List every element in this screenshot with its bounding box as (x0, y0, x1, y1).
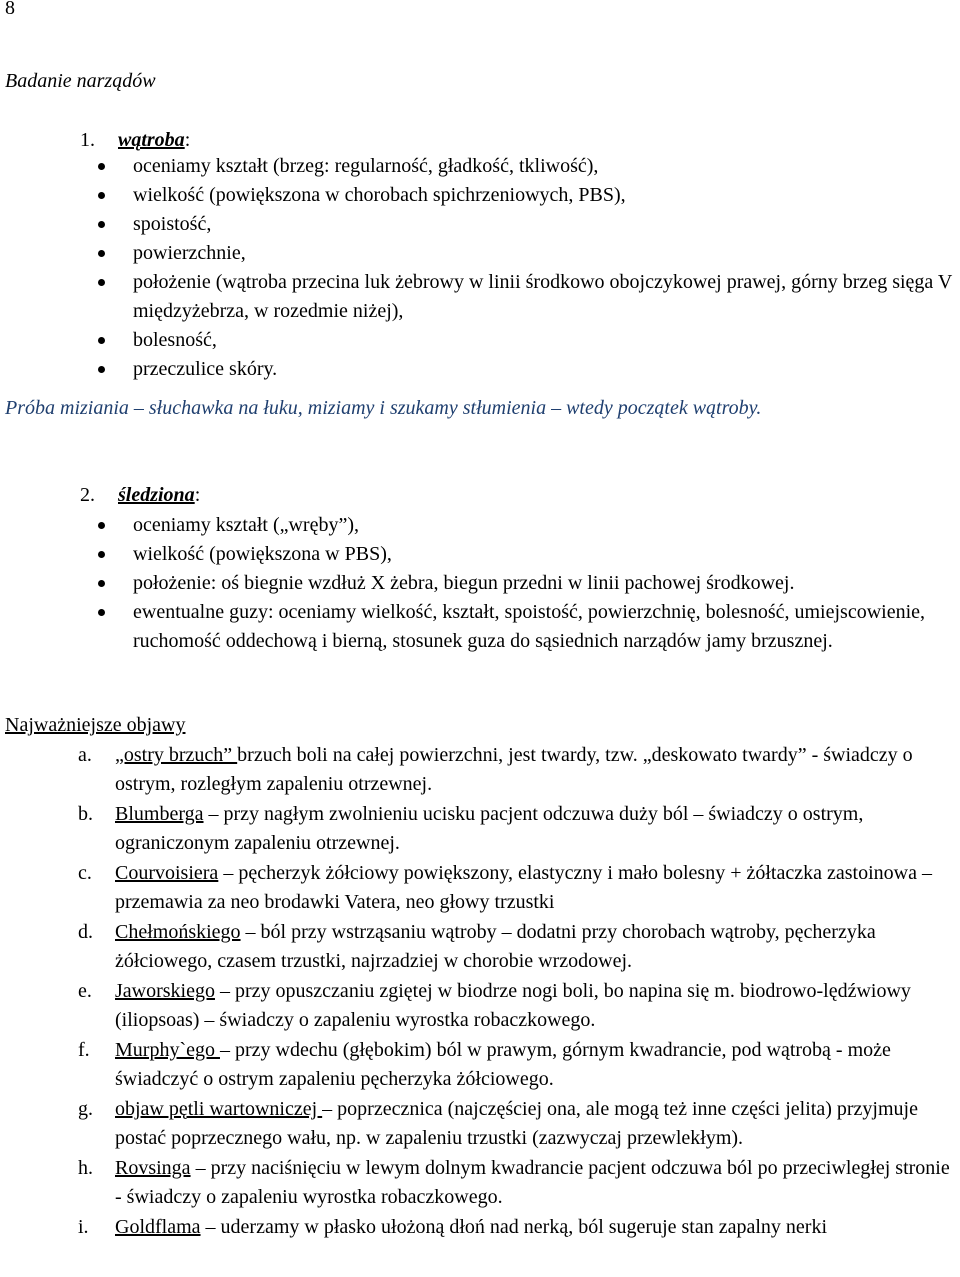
item-term: Murphy`ego (115, 1039, 220, 1061)
item-letter: d. (78, 921, 93, 943)
objaw-item-a (0, 741, 960, 799)
item-text: – poprzecznica (najczęściej ona, ale mogą też inne części jelita) przyjmuje postać poprzecznego wału, np. w zapaleniu trzustki (zazwyczaj przewlekłym). (115, 1098, 918, 1149)
objaw-item-h (0, 1154, 960, 1212)
item-text: – ból przy wstrząsaniu wątroby – dodatni przy chorobach wątroby, pęcherzyka żółciowego, czasem trzustki, najrzadziej w chorobie wrzodowej. (115, 921, 876, 972)
item-term: Goldflama (115, 1216, 201, 1238)
item-term: Blumberga (115, 803, 204, 825)
list-item: przeczulice skóry. (0, 355, 960, 384)
list-item: oceniamy kształt („wręby”), (0, 511, 960, 540)
item-text: – przy nagłym zwolnieniu ucisku pacjent odczuwa duży ból – świadczy o ostrym, ograniczonym zapaleniu otrzewnej. (115, 803, 864, 854)
page-number: 8 (5, 0, 15, 19)
objaw-item-f (0, 1036, 960, 1094)
section-number: 2. (80, 484, 95, 506)
section-title-watroba (80, 126, 190, 155)
list-item: bolesność, (0, 326, 960, 355)
item-letter: b. (78, 803, 93, 825)
item-letter: f. (78, 1039, 90, 1061)
bullet-list-watroba (0, 152, 960, 384)
list-item: położenie: oś biegnie wzdłuż X żebra, biegun przedni w linii pachowej środkowej. (0, 569, 960, 598)
item-term: Jaworskiego (115, 980, 215, 1002)
list-item: oceniamy kształt (brzeg: regularność, gładkość, tkliwość), (0, 152, 960, 181)
objaw-item-c (0, 859, 960, 917)
item-term: Rovsinga (115, 1157, 191, 1179)
list-item: wielkość (powiększona w PBS), (0, 540, 960, 569)
item-text: brzuch boli na całej powierzchni, jest twardy, tzw. „deskowato twardy” - świadczy o ostrym, rozległym zapaleniu otrzewnej. (115, 744, 913, 795)
item-letter: a. (78, 744, 92, 766)
bullet-list-sledziona (0, 511, 960, 656)
document-heading: Badanie narządów (5, 70, 156, 92)
list-item: spoistość, (0, 210, 960, 239)
palpation-note: Próba miziania – słuchawka na łuku, miziamy i szukamy stłumienia – wtedy początek wątroby. (5, 397, 762, 419)
item-letter: i. (78, 1216, 89, 1238)
item-text: – pęcherzyk żółciowy powiększony, elastyczny i mało bolesny + żółtaczka zastoinowa – przemawia za neo brodawki Vatera, neo głowy trzustki (115, 862, 932, 913)
objawy-title: Najważniejsze objawy (5, 714, 186, 736)
section-name: śledziona (118, 484, 195, 506)
section-colon: : (194, 484, 201, 506)
objaw-item-e (0, 977, 960, 1035)
section-name: wątroba (118, 129, 185, 151)
list-item: wielkość (powiększona w chorobach spichrzeniowych, PBS), (0, 181, 960, 210)
item-letter: e. (78, 980, 92, 1002)
item-term: Courvoisiera (115, 862, 219, 884)
section-colon: : (184, 129, 191, 151)
item-term: Chełmońskiego (115, 921, 241, 943)
item-term: „ostry brzuch” (115, 744, 238, 766)
objawy-list (0, 741, 960, 1243)
item-text: – uderzamy w płasko ułożoną dłoń nad nerką, ból sugeruje stan zapalny nerki (200, 1216, 828, 1238)
item-text: – przy wdechu (głębokim) ból w prawym, górnym kwadrancie, pod wątrobą - może świadczyć o ostrym zapaleniu pęcherzyka żółciowego. (115, 1039, 891, 1090)
item-text: – przy opuszczaniu zgiętej w biodrze nogi boli, bo napina się m. biodrowo-lędźwiowy (iliopsoas) – świadczy o zapaleniu wyrostka robaczkowego. (115, 980, 911, 1031)
list-item: ewentualne guzy: oceniamy wielkość, kształt, spoistość, powierzchnię, bolesność, umiejscowienie, ruchomość oddechową i bierną, stosunek guza do sąsiednich narządów jamy brzusznej. (0, 598, 960, 656)
item-letter: c. (78, 862, 92, 884)
list-item: położenie (wątroba przecina luk żebrowy w linii środkowo obojczykowej prawej, górny brzeg sięga V międzyżebrza, w rozedmie niżej), (0, 268, 960, 326)
item-text: – przy naciśnięciu w lewym dolnym kwadrancie pacjent odczuwa ból po przeciwległej stronie - świadczy o zapaleniu wyrostka robaczkowego. (115, 1157, 950, 1208)
item-letter: g. (78, 1098, 93, 1120)
objaw-item-i (0, 1213, 960, 1242)
list-item: powierzchnie, (0, 239, 960, 268)
item-term: objaw pętli wartowniczej (115, 1098, 323, 1120)
objaw-item-g (0, 1095, 960, 1153)
section-title-sledziona (80, 481, 200, 510)
objaw-item-b (0, 800, 960, 858)
item-letter: h. (78, 1157, 93, 1179)
objaw-item-d (0, 918, 960, 976)
section-number: 1. (80, 129, 95, 151)
